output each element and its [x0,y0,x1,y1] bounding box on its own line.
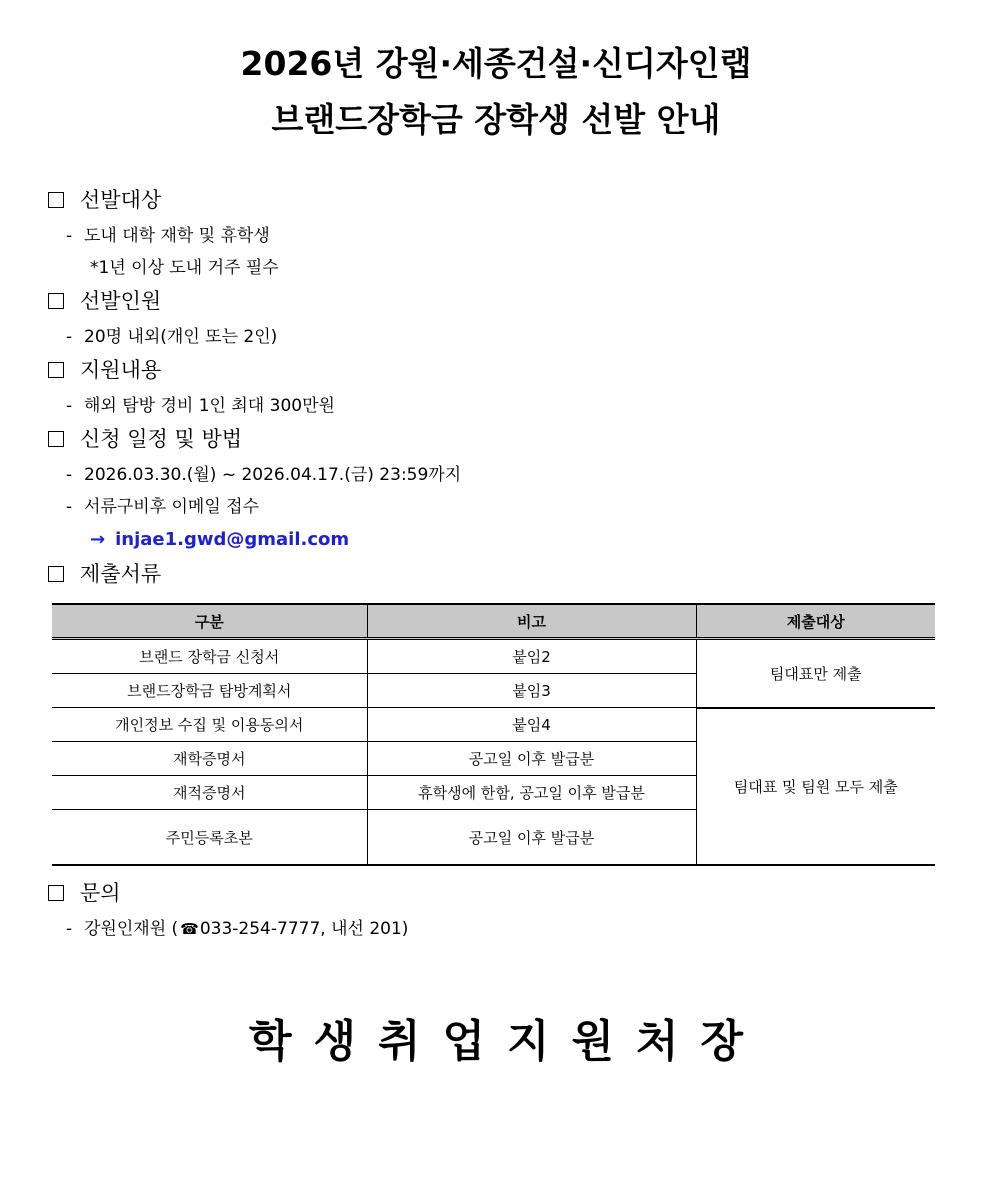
checkbox-square-icon [48,192,64,208]
section-documents [48,560,161,588]
phone-icon: ☎ [180,920,199,938]
table-cell-group-all: 팀대표 및 팀원 모두 제출 [696,708,935,866]
section-schedule-heading: 신청 일정 및 방법 [80,427,243,451]
section-support [48,356,161,384]
target-item-text: 도내 대학 재학 및 휴학생 [84,226,270,246]
section-quota-heading: 선발인원 [80,289,162,313]
table-cell-doc: 브랜드장학금 탐방계획서 [52,674,367,708]
table-header-remark: 비고 [367,604,696,639]
section-inquiry-heading: 문의 [80,881,121,905]
checkbox-square-icon [48,431,64,447]
table-cell-remark: 휴학생에 한함, 공고일 이후 발급분 [367,776,696,810]
issuer-signature: 학생취업지원처장 [248,1016,766,1067]
table-row [52,708,935,742]
table-cell-doc: 재적증명서 [52,776,367,810]
table-header-target: 제출대상 [696,604,935,639]
table-cell-group-leader: 팀대표만 제출 [696,639,935,708]
inquiry-prefix: 강원인재원 ( [84,919,179,939]
schedule-period-text: 2026.03.30.(월) ~ 2026.04.17.(금) 23:59까지 [84,465,462,485]
table-cell-remark: 공고일 이후 발급분 [367,810,696,866]
inquiry-contact: 033-254-7777, 내선 201) [199,919,409,939]
checkbox-square-icon [48,293,64,309]
page-title-line2: 브랜드장학금 장학생 선발 안내 [271,100,721,139]
section-schedule [48,425,242,453]
schedule-item-method: - 서류구비후 이메일 접수 [66,497,260,517]
section-target [48,186,161,214]
schedule-method-text: 서류구비후 이메일 접수 [84,497,260,517]
table-cell-remark: 공고일 이후 발급분 [367,742,696,776]
table-header-category: 구분 [52,604,367,639]
checkbox-square-icon [48,885,64,901]
table-row [52,639,935,674]
support-item: - 해외 탐방 경비 1인 최대 300만원 [66,396,335,416]
table-cell-remark: 붙임4 [367,708,696,742]
section-inquiry [48,879,121,907]
target-note: *1년 이상 도내 거주 필수 [90,258,279,278]
table-cell-doc: 개인정보 수집 및 이용동의서 [52,708,367,742]
table-header-row [52,604,935,639]
section-quota [48,287,161,315]
schedule-item-period: - 2026.03.30.(월) ~ 2026.04.17.(금) 23:59까지 [66,465,462,485]
support-item-text: 해외 탐방 경비 1인 최대 300만원 [84,396,335,416]
section-documents-heading: 제출서류 [80,562,162,586]
checkbox-square-icon [48,362,64,378]
table-cell-remark: 붙임3 [367,674,696,708]
table-cell-remark: 붙임2 [367,639,696,674]
inquiry-item: - 강원인재원 ( ☎033-254-7777, 내선 201) [66,919,409,939]
quota-item-text: 20명 내외(개인 또는 2인) [84,327,278,347]
table-cell-doc: 브랜드 장학금 신청서 [52,639,367,674]
table-cell-doc: 주민등록초본 [52,810,367,866]
arrow-right-icon: → [90,529,106,550]
page-title-line1: 2026년 강원·세종건설·신디자인랩 [240,44,752,83]
quota-item: - 20명 내외(개인 또는 2인) [66,327,278,347]
section-support-heading: 지원내용 [80,358,162,382]
section-target-heading: 선발대상 [80,188,162,212]
checkbox-square-icon [48,566,64,582]
target-item: - 도내 대학 재학 및 휴학생 [66,226,270,246]
table-cell-doc: 재학증명서 [52,742,367,776]
email-link[interactable]: injae1.gwd@gmail.com [115,529,350,550]
documents-table [52,603,935,866]
email-line [90,527,349,553]
